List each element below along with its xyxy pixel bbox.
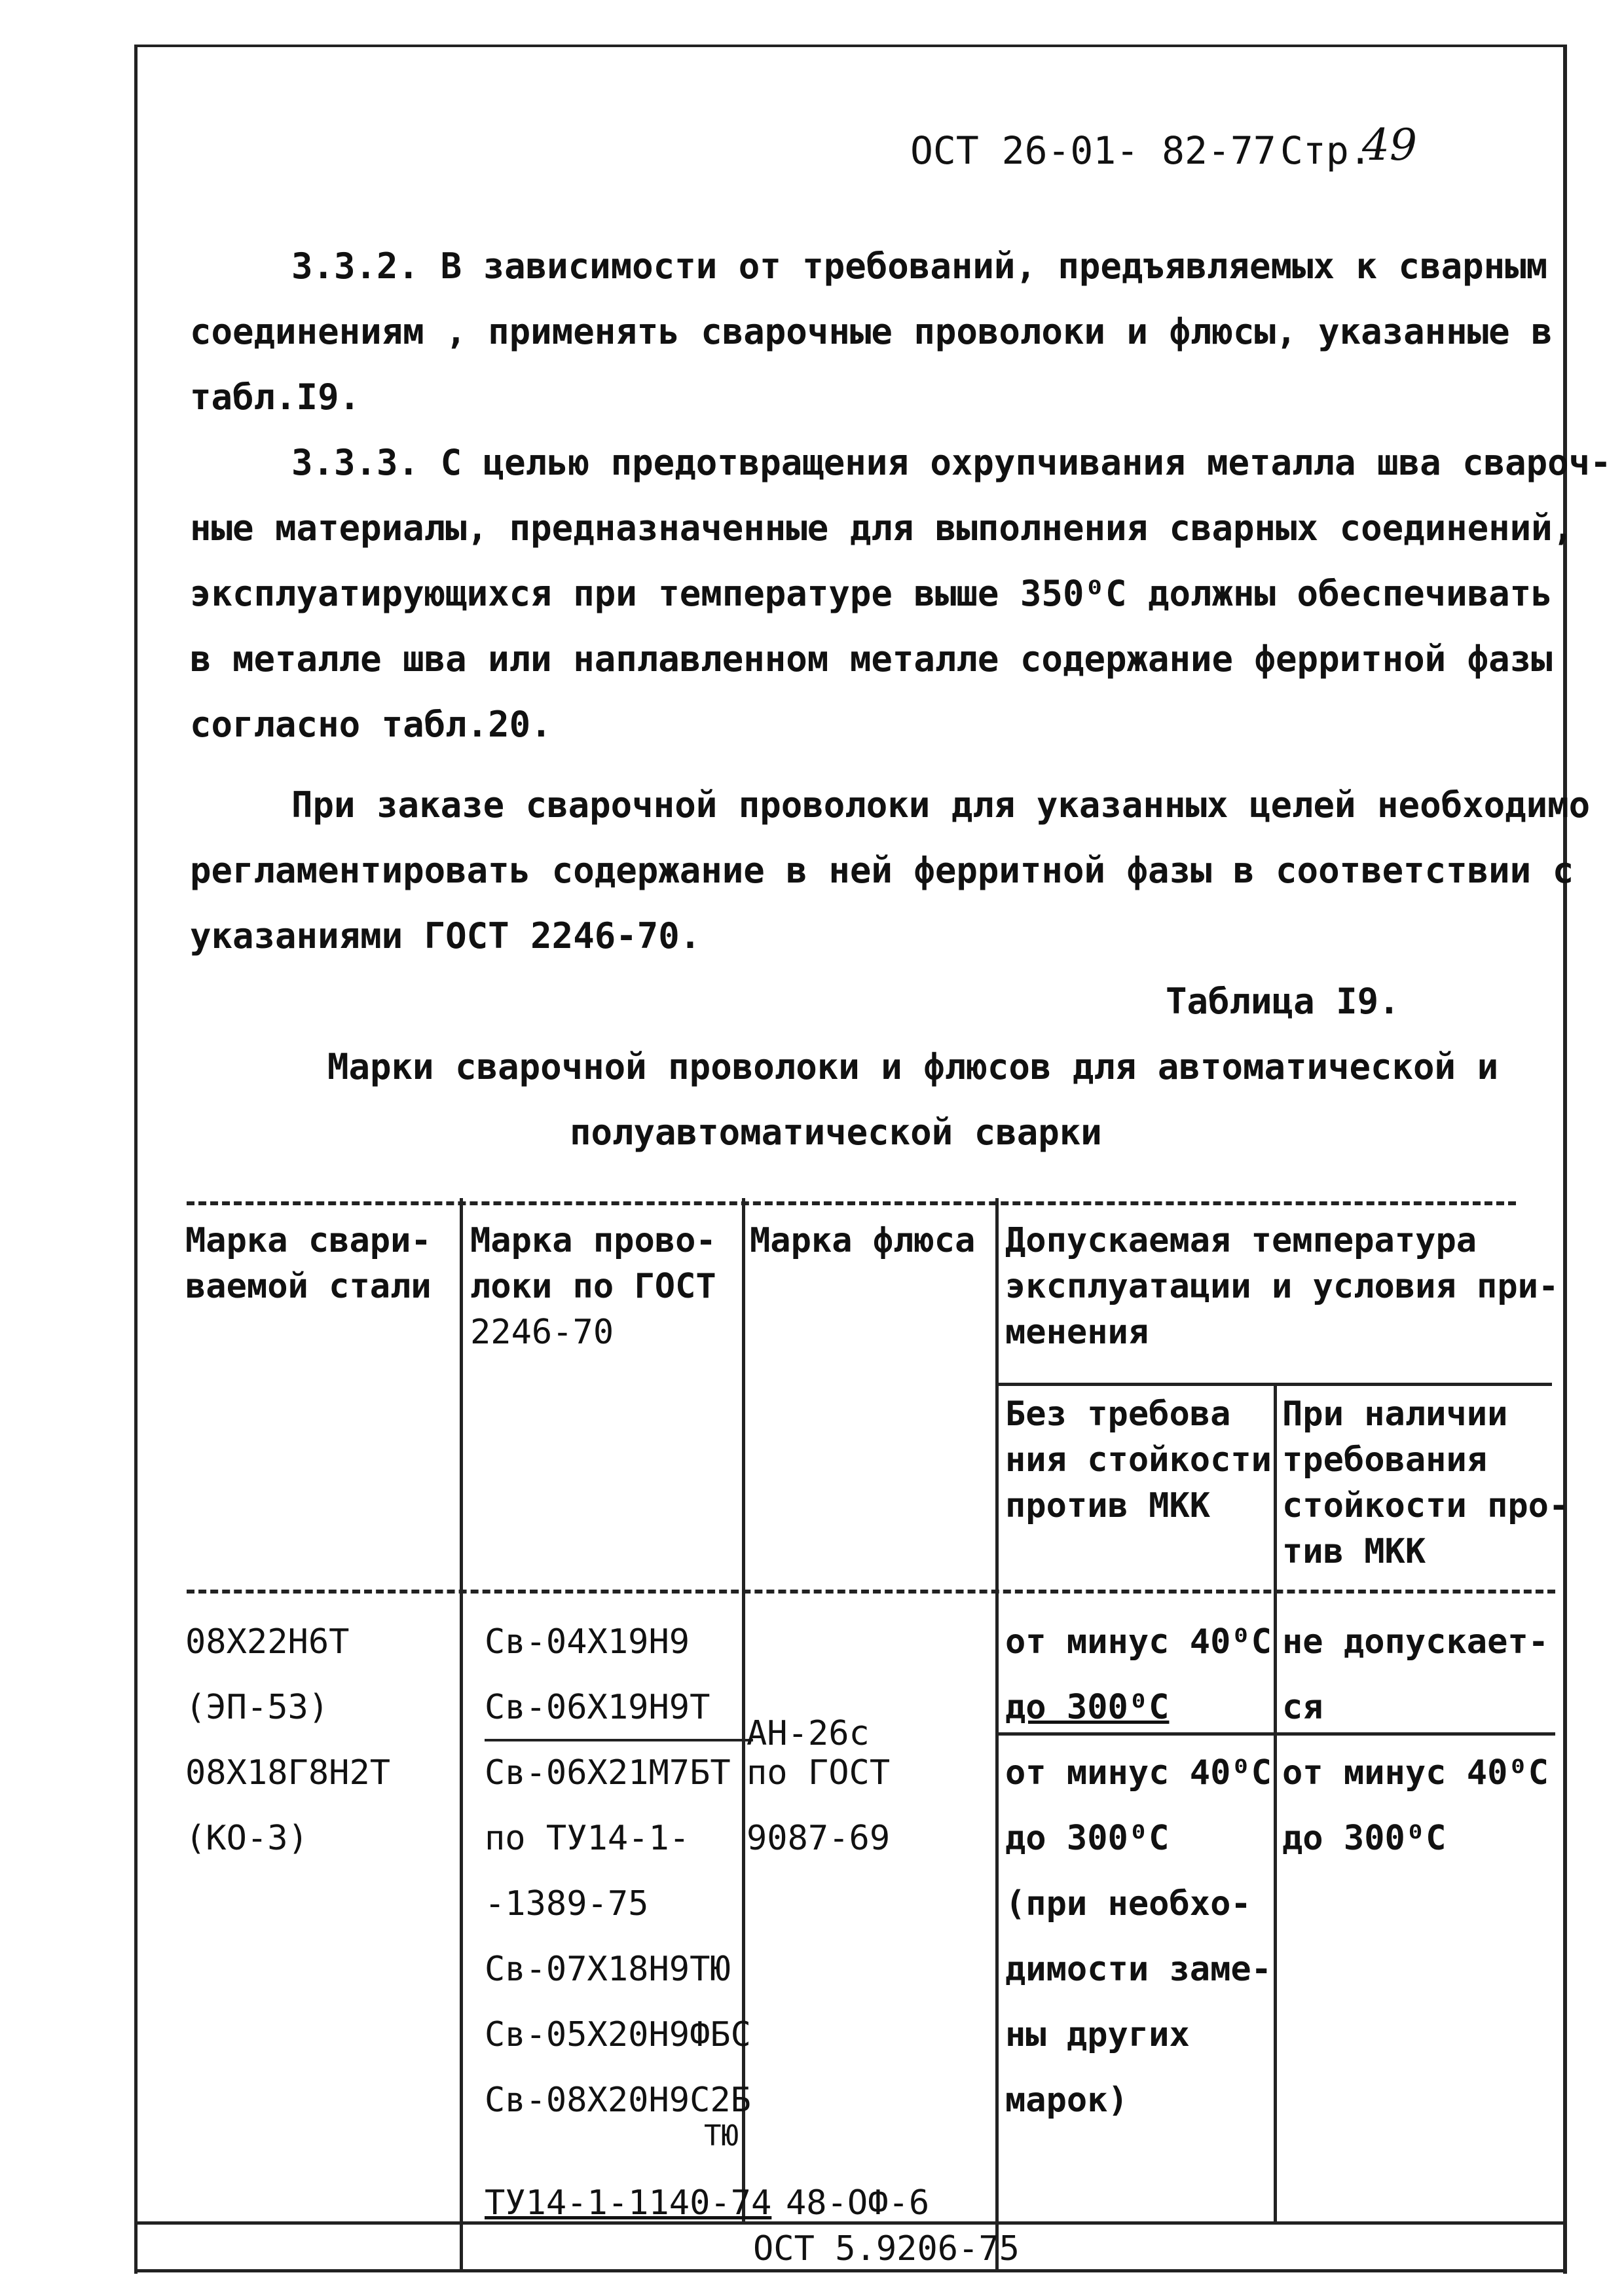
document-code: ОСТ 26-01- 82-77	[910, 128, 1276, 173]
header-wire-line-1: Марка прово-	[470, 1221, 716, 1260]
temp-mkk-row1-line2: ся	[1282, 1688, 1323, 1727]
wire-grade-4: Св-07Х18Н9ТЮ	[485, 1950, 731, 1989]
paragraph-2-line-5: согласно табл.20.	[190, 704, 552, 745]
paragraph-2-line-3: эксплуатирующихся при температуре выше 350⁰С должны обеспечивать	[190, 573, 1553, 614]
wire-grade-6: Св-08Х20Н9С2Б	[485, 2081, 751, 2120]
table-number: Таблица I9.	[1166, 981, 1400, 1022]
steel-grade-1: 08Х22Н6Т	[185, 1622, 350, 1662]
wire-grade-3-spec-cont: -1389-75	[485, 1884, 649, 1923]
header-wire-line-3: 2246-70	[470, 1313, 614, 1352]
column-divider-wire-flux	[742, 1198, 745, 2223]
header-steel-line-1: Марка свари-	[185, 1221, 432, 1260]
temp-no-mkk-row2-line6: марок)	[1005, 2081, 1128, 2120]
flux-standard: по ГОСТ	[747, 1753, 891, 1793]
paragraph-3-line-1: При заказе сварочной проволоки для указанных целей необходимо	[291, 784, 1591, 826]
wire-tu-spec: ТУ14-1-1140-74	[485, 2183, 772, 2223]
temp-mkk-row2-line1: от минус 40⁰С	[1282, 1753, 1549, 1793]
header-no-mkk-line-1: Без требова	[1005, 1394, 1231, 1434]
table-top-rule	[187, 1201, 1516, 1205]
paragraph-2-line-1: 3.3.3. С целью предотвращения охрупчивания металла шва свароч-	[291, 442, 1612, 483]
temp-row-rule	[999, 1732, 1555, 1736]
paragraph-3-line-3: указаниями ГОСТ 2246-70.	[190, 915, 701, 957]
paragraph-1-line-3: табл.I9.	[190, 376, 361, 418]
column-divider-temp-split	[1274, 1385, 1277, 2223]
paragraph-1-line-2: соединениям , применять сварочные проволоки и флюсы, указанные в	[190, 311, 1553, 352]
table-title-line-1: Марки сварочной проволоки и флюсов для автоматической и	[327, 1046, 1499, 1087]
wire-grade-5: Св-05Х20Н9ФБС	[485, 2015, 751, 2054]
temp-no-mkk-row2-line4: димости заме-	[1005, 1950, 1272, 1989]
temp-mkk-row1-line1: не допускает-	[1282, 1622, 1549, 1662]
temp-mkk-row2-line2: до 300⁰С	[1282, 1819, 1447, 1858]
header-mkk-line-4: тив МКК	[1282, 1532, 1426, 1571]
steel-grade-1-alias: (ЭП-53)	[185, 1688, 329, 1727]
header-no-mkk-line-2: ния стойкости	[1005, 1440, 1272, 1480]
wire-grade-3-spec: по ТУ14-1-	[485, 1819, 690, 1858]
header-steel-line-2: ваемой стали	[185, 1267, 432, 1306]
header-temp-line-1: Допускаемая температура	[1005, 1221, 1477, 1260]
header-temp-line-3: менения	[1005, 1313, 1149, 1352]
header-mkk-line-1: При наличии	[1282, 1394, 1508, 1434]
flux-standard-number: 9087-69	[747, 1819, 891, 1858]
column-divider-steel-wire	[460, 1198, 463, 2272]
paragraph-3-line-2: регламентировать содержание в ней ферритной фазы в соответствии с	[190, 850, 1574, 891]
temp-no-mkk-row1-line1: от минус 40⁰С	[1005, 1622, 1272, 1662]
steel-grade-2-alias: (КО-3)	[185, 1819, 308, 1858]
temp-no-mkk-row2-line1: от минус 40⁰С	[1005, 1753, 1272, 1793]
temp-no-mkk-row2-line5: ны других	[1005, 2015, 1190, 2054]
header-flux: Марка флюса	[750, 1221, 976, 1260]
page-number: 49	[1362, 120, 1417, 170]
header-wire-line-2: локи по ГОСТ	[470, 1267, 716, 1306]
wire-grade-6-tail: ТЮ	[704, 2119, 739, 2153]
header-mkk-line-3: стойкости про-	[1282, 1486, 1570, 1525]
wire-grade-2: Св-06Х19Н9Т	[485, 1688, 710, 1727]
wire-separator-rule	[485, 1739, 753, 1741]
header-no-mkk-line-3: против МКК	[1005, 1486, 1211, 1525]
paragraph-2-line-4: в металле шва или наплавленном металле содержание ферритной фазы	[190, 638, 1553, 680]
header-mkk-line-2: требования	[1282, 1440, 1488, 1480]
column-divider-flux-temp	[995, 1198, 999, 2272]
temp-no-mkk-row2-line3: (при необхо-	[1005, 1884, 1251, 1923]
table-header-rule	[187, 1590, 1555, 1594]
temp-no-mkk-row2-line2: до 300⁰С	[1005, 1819, 1170, 1858]
wire-grade-1: Св-04Х19Н9	[485, 1622, 690, 1662]
flux-grade: АН-26с	[747, 1714, 870, 1753]
steel-grade-2: 08Х18Г8Н2Т	[185, 1753, 391, 1793]
page-label: Стр.	[1280, 128, 1372, 173]
wire-grade-3: Св-06Х21М7БТ	[485, 1753, 731, 1793]
flux-grade-2: 48-ОФ-6	[786, 2183, 930, 2223]
paragraph-1-line-1: 3.3.2. В зависимости от требований, предъявляемых к сварным	[291, 246, 1548, 287]
paragraph-2-line-2: ные материалы, предназначенные для выполнения сварных соединений,	[190, 507, 1574, 549]
table-title-line-2: полуавтоматической сварки	[570, 1112, 1102, 1153]
flux-grade-2-standard: ОСТ 5.9206-75	[753, 2229, 1020, 2269]
header-temp-line-2: эксплуатации и условия при-	[1005, 1267, 1559, 1306]
page-bottom-rule	[138, 2269, 1565, 2272]
temp-no-mkk-row1-line2: до 300⁰С	[1005, 1688, 1170, 1727]
